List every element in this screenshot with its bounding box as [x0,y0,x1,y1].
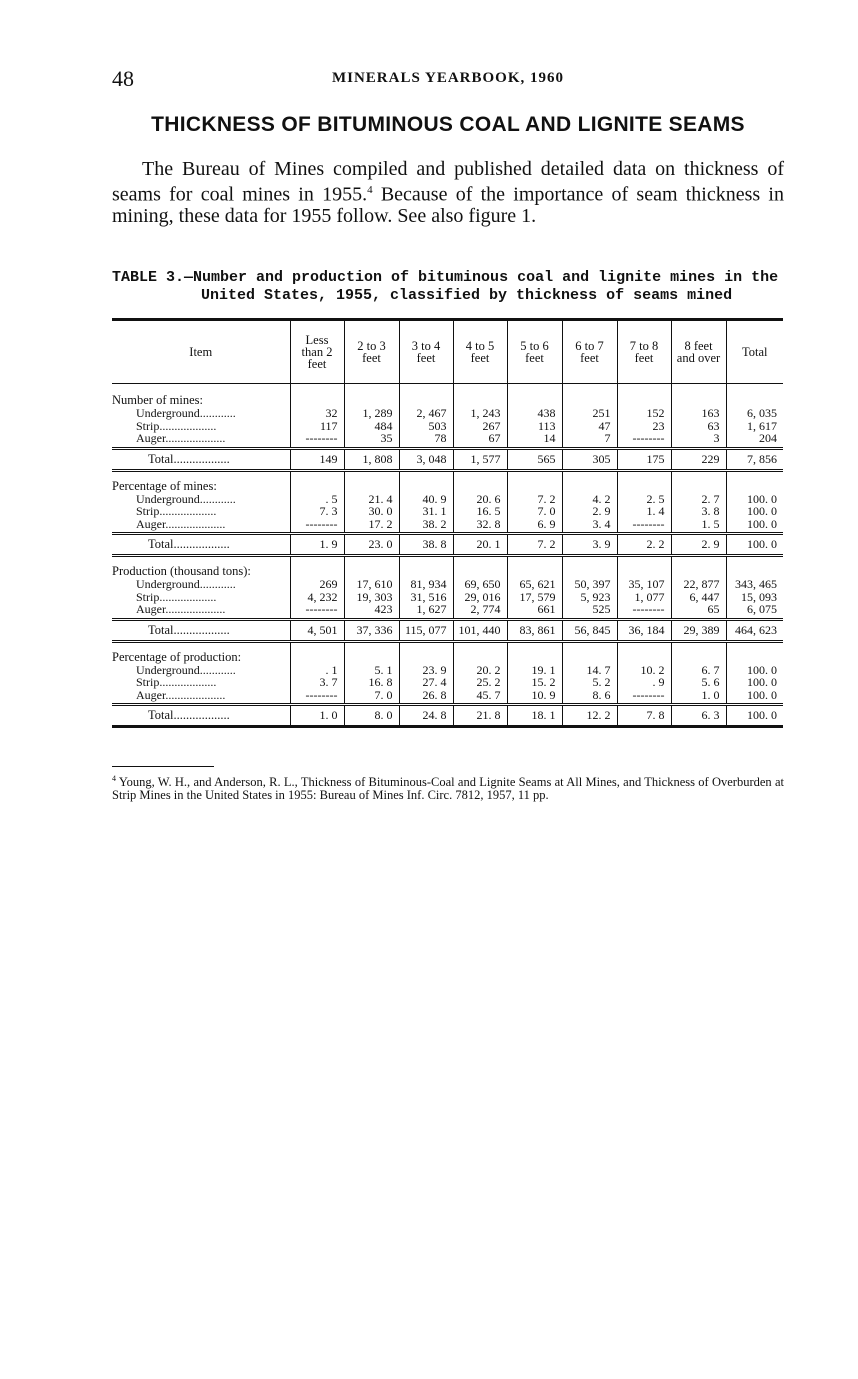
table-row [112,689,783,705]
total-cell: 20. 1 [453,534,507,556]
total-cell: 100. 0 [726,534,783,556]
total-cell: 7, 856 [726,448,783,470]
total-label: Total.................. [112,448,290,470]
footnote-text: Young, W. H., and Anderson, R. L., Thickness of Bituminous-Coal and Lignite Seams at All Mines, and Thickness of Overburden at Strip Mines in the United States in 1955: Bureau of Mines Inf. Circ. 7812, 1957, 11 pp. [112,775,784,803]
table-cell: 5. 1 [344,664,399,677]
table-cell: 7. 0 [507,505,562,518]
table-cell: 438 [507,407,562,420]
total-cell: 565 [507,448,562,470]
total-cell: 36, 184 [617,619,671,641]
table-cell: -------- [290,689,344,705]
column-header: 3 to 4 feet [399,320,453,384]
empty-cell [507,556,562,579]
row-label: Underground............ [136,662,236,677]
empty-cell [399,470,453,493]
table-cell: 32 [290,407,344,420]
total-cell: 4, 501 [290,619,344,641]
empty-cell [507,641,562,664]
coal-seam-table [112,318,783,728]
empty-cell [726,556,783,579]
empty-cell [344,470,399,493]
column-header: 7 to 8 feet [617,320,671,384]
table-cell: 15. 2 [507,676,562,689]
intro-paragraph [112,159,784,227]
page-header [112,66,784,96]
table-header-row [112,320,783,384]
table-cell: 4, 232 [290,591,344,604]
empty-cell [726,384,783,408]
table-cell: 14. 7 [562,664,617,677]
group-heading-row [112,641,783,664]
total-cell: 464, 623 [726,619,783,641]
table-caption-line-1: TABLE 3.—Number and production of bituminous coal and lignite mines in the [112,269,779,286]
table-cell: 7. 3 [290,505,344,518]
group-heading-row [112,384,783,408]
row-label: Auger.................... [136,687,226,702]
table-cell: 3. 7 [290,676,344,689]
intro-text: The Bureau of Mines compiled and published detailed data on thickness of seams for coal mines in 1955. [112,158,784,206]
empty-cell [453,641,507,664]
row-label: Auger.................... [136,431,226,445]
total-cell: 229 [671,448,726,470]
table-cell: 63 [671,420,726,433]
group-heading-row [112,556,783,579]
table-cell: 100. 0 [726,664,783,677]
empty-cell [671,384,726,408]
total-cell: 37, 336 [344,619,399,641]
total-label: Total.................. [112,705,290,727]
table-cell: 1, 627 [399,603,453,619]
table-cell: 2. 7 [671,493,726,506]
table-cell: 67 [453,432,507,448]
total-cell: 1. 9 [290,534,344,556]
total-cell: 29, 389 [671,619,726,641]
column-header: Total [726,320,783,384]
table-cell: 1, 077 [617,591,671,604]
footnote [112,772,784,802]
table-cell: -------- [617,689,671,705]
column-header-item: Item [112,320,290,384]
footnote-marker: 4 [112,774,116,783]
total-cell: 149 [290,448,344,470]
table-cell: 2, 467 [399,407,453,420]
empty-cell [290,641,344,664]
total-cell: 8. 0 [344,705,399,727]
total-label: Total.................. [112,534,290,556]
table-cell: 100. 0 [726,505,783,518]
table-cell: 3. 8 [671,505,726,518]
table-cell: 6. 9 [507,518,562,534]
column-header: Less than 2 feet [290,320,344,384]
table-cell: -------- [290,518,344,534]
empty-cell [726,641,783,664]
empty-cell [507,470,562,493]
total-cell: 115, 077 [399,619,453,641]
total-cell: 7. 8 [617,705,671,727]
table-cell: 1, 289 [344,407,399,420]
table-cell: 1. 0 [671,689,726,705]
table-cell: 16. 8 [344,676,399,689]
empty-cell [726,470,783,493]
table-cell: 45. 7 [453,689,507,705]
group-heading: Percentage of mines: [112,478,217,493]
table-cell: 3 [671,432,726,448]
empty-cell [453,556,507,579]
table-cell: 17, 610 [344,578,399,591]
table-cell: 100. 0 [726,676,783,689]
empty-cell [399,641,453,664]
total-cell: 3. 9 [562,534,617,556]
table-cell: 20. 6 [453,493,507,506]
table-cell: 3. 4 [562,518,617,534]
total-cell: 12. 2 [562,705,617,727]
table-cell: 5, 923 [562,591,617,604]
table-row [112,518,783,534]
row-label: Strip................... [136,418,217,433]
total-cell: 21. 8 [453,705,507,727]
table-cell: 7. 0 [344,689,399,705]
table-cell: 343, 465 [726,578,783,591]
empty-cell [344,556,399,579]
empty-cell [671,556,726,579]
total-cell: 1. 0 [290,705,344,727]
table-row [112,603,783,619]
total-label: Total.................. [112,619,290,641]
table-cell: 22, 877 [671,578,726,591]
total-row [112,705,783,727]
row-label: Auger.................... [136,602,226,616]
column-header: 4 to 5 feet [453,320,507,384]
empty-cell [290,384,344,408]
table-cell: 2. 9 [562,505,617,518]
group-heading-row [112,470,783,493]
table-row [112,676,783,689]
table-cell: 20. 2 [453,664,507,677]
table-cell: 31, 516 [399,591,453,604]
table-cell: 6, 035 [726,407,783,420]
row-label: Strip................... [136,504,217,518]
table-cell: 14 [507,432,562,448]
table-cell: 65 [671,603,726,619]
table-cell: 35, 107 [617,578,671,591]
table-row [112,505,783,518]
table-cell: 2, 774 [453,603,507,619]
table-cell: . 1 [290,664,344,677]
table-cell: 7. 2 [507,493,562,506]
table-cell: 251 [562,407,617,420]
table-cell: 40. 9 [399,493,453,506]
footnote-reference: 4 [367,184,373,196]
table-cell: 31. 1 [399,505,453,518]
total-cell: 3, 048 [399,448,453,470]
table-cell: 10. 9 [507,689,562,705]
table-cell: 16. 5 [453,505,507,518]
running-title: MINERALS YEARBOOK, 1960 [331,70,565,86]
table-cell: 29, 016 [453,591,507,604]
table-cell: -------- [617,518,671,534]
empty-cell [344,641,399,664]
empty-cell [507,384,562,408]
table-cell: 23. 9 [399,664,453,677]
table-cell: 661 [507,603,562,619]
table-cell: 7 [562,432,617,448]
table-cell: 26. 8 [399,689,453,705]
table-cell: 113 [507,420,562,433]
table-cell: 503 [399,420,453,433]
table-cell: 35 [344,432,399,448]
table-caption [112,269,784,305]
total-cell: 24. 8 [399,705,453,727]
total-cell: 2. 9 [671,534,726,556]
table-cell: 204 [726,432,783,448]
table-cell: -------- [290,432,344,448]
page-number: 48 [112,66,134,91]
table-cell: 1, 617 [726,420,783,433]
table-cell: 117 [290,420,344,433]
empty-cell [562,556,617,579]
table-cell: -------- [617,603,671,619]
table-cell: 15, 093 [726,591,783,604]
total-cell: 1, 577 [453,448,507,470]
total-cell: 101, 440 [453,619,507,641]
table-cell: 1. 5 [671,518,726,534]
table-cell: 78 [399,432,453,448]
column-header: 5 to 6 feet [507,320,562,384]
table-cell: 38. 2 [399,518,453,534]
empty-cell [453,470,507,493]
table-cell: 100. 0 [726,689,783,705]
table-cell: 525 [562,603,617,619]
table-cell: 27. 4 [399,676,453,689]
table-cell: 2. 5 [617,493,671,506]
table-cell: 47 [562,420,617,433]
table-body [112,384,783,727]
total-cell: 83, 861 [507,619,562,641]
row-label: Underground............ [136,577,236,591]
table-cell: 30. 0 [344,505,399,518]
table-cell: 23 [617,420,671,433]
empty-cell [617,556,671,579]
empty-cell [562,384,617,408]
table-cell: 6. 7 [671,664,726,677]
table-cell: 32. 8 [453,518,507,534]
row-label: Underground............ [136,406,236,420]
empty-cell [562,641,617,664]
empty-cell [617,470,671,493]
table-row [112,578,783,591]
table-cell: 267 [453,420,507,433]
empty-cell [399,556,453,579]
total-row [112,619,783,641]
footnote-divider [112,766,214,767]
column-header: 8 feet and over [671,320,726,384]
empty-cell [617,384,671,408]
row-label: Underground............ [136,491,236,506]
total-cell: 23. 0 [344,534,399,556]
table-row [112,432,783,448]
total-cell: 18. 1 [507,705,562,727]
table-cell: -------- [290,603,344,619]
total-cell: 2. 2 [617,534,671,556]
table-cell: 21. 4 [344,493,399,506]
table-cell: 81, 934 [399,578,453,591]
table-cell: 100. 0 [726,518,783,534]
row-label: Auger.................... [136,516,226,531]
column-header: 2 to 3 feet [344,320,399,384]
group-heading: Number of mines: [112,393,203,407]
total-cell: 1, 808 [344,448,399,470]
total-cell: 100. 0 [726,705,783,727]
empty-cell [562,470,617,493]
total-row [112,448,783,470]
table-cell: 4. 2 [562,493,617,506]
table-cell: 10. 2 [617,664,671,677]
total-cell: 175 [617,448,671,470]
empty-cell [399,384,453,408]
table-row [112,407,783,420]
table-cell: 100. 0 [726,493,783,506]
empty-cell [671,641,726,664]
empty-cell [453,384,507,408]
column-header: 6 to 7 feet [562,320,617,384]
table-cell: 423 [344,603,399,619]
table-cell: 19, 303 [344,591,399,604]
table-cell: 17, 579 [507,591,562,604]
table-cell: 6, 075 [726,603,783,619]
table-cell: 5. 6 [671,676,726,689]
table-cell: . 9 [617,676,671,689]
empty-cell [290,470,344,493]
empty-cell [617,641,671,664]
table-cell: 1. 4 [617,505,671,518]
total-row [112,534,783,556]
table-cell: -------- [617,432,671,448]
empty-cell [290,556,344,579]
empty-cell [344,384,399,408]
total-cell: 56, 845 [562,619,617,641]
section-title: THICKNESS OF BITUMINOUS COAL AND LIGNITE SEAMS [151,113,745,136]
row-label: Strip................... [136,675,217,689]
total-cell: 38. 8 [399,534,453,556]
table-cell: 152 [617,407,671,420]
table-cell: 25. 2 [453,676,507,689]
empty-cell [671,470,726,493]
table-cell: 19. 1 [507,664,562,677]
total-cell: 7. 2 [507,534,562,556]
table-cell: 1, 243 [453,407,507,420]
table-cell: 69, 650 [453,578,507,591]
table-cell: 5. 2 [562,676,617,689]
table-cell: 8. 6 [562,689,617,705]
table-cell: 269 [290,578,344,591]
table-cell: 17. 2 [344,518,399,534]
group-heading: Percentage of production: [112,649,242,664]
table-cell: 65, 621 [507,578,562,591]
table-cell: 163 [671,407,726,420]
intro-text-continued: Because of the importance of seam thickness in mining, these data for 1955 follow. See also figure 1. [112,183,784,227]
table-cell: . 5 [290,493,344,506]
group-heading: Production (thousand tons): [112,564,251,578]
total-cell: 6. 3 [671,705,726,727]
table-cell: 6, 447 [671,591,726,604]
row-label: Strip................... [136,589,217,604]
table-cell: 50, 397 [562,578,617,591]
table-caption-line-2: United States, 1955, classified by thickness of seams mined [201,287,733,304]
total-cell: 305 [562,448,617,470]
table-cell: 484 [344,420,399,433]
